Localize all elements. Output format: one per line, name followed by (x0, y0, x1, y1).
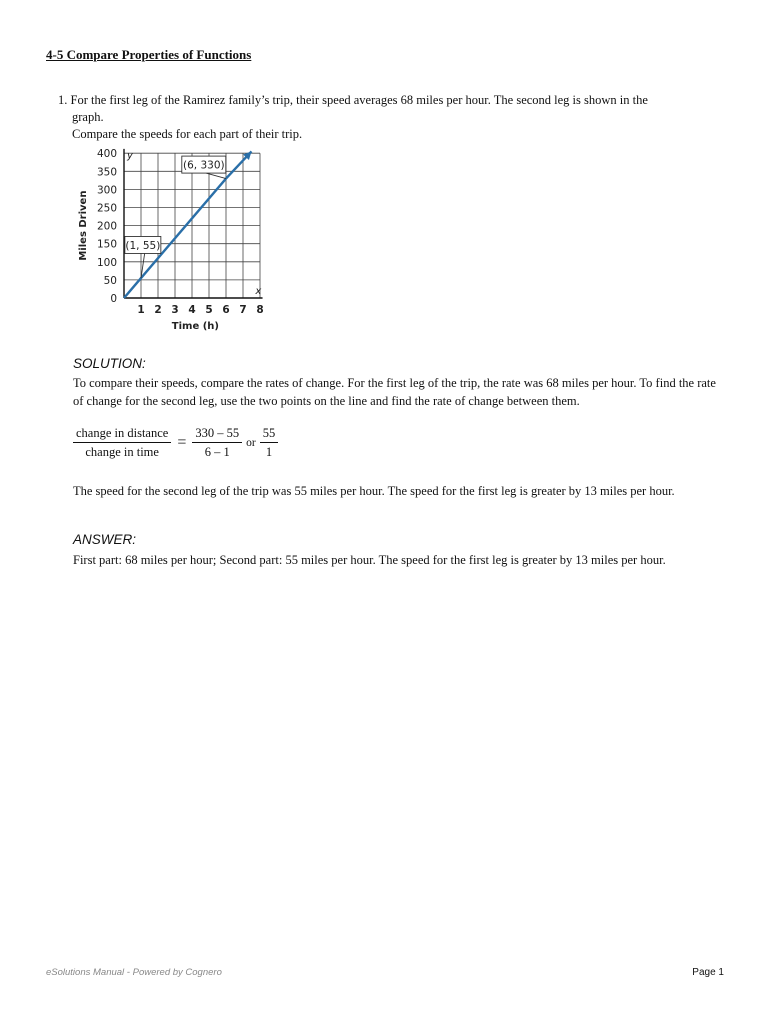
y-tick-label: 250 (96, 202, 117, 215)
x-tick-label: 6 (222, 304, 230, 316)
question-block (58, 92, 718, 143)
or-word: or (246, 437, 256, 449)
footer-credit: eSolutions Manual - Powered by Cognero (46, 967, 222, 978)
point-label: (1, 55) (125, 239, 161, 252)
equals-sign: = (177, 434, 187, 451)
point-label: (6, 330) (183, 159, 225, 172)
page-title: 4-5 Compare Properties of Functions (46, 47, 252, 62)
fraction-numerator: 330 – 55 (192, 426, 242, 443)
page-number: Page 1 (692, 967, 724, 978)
x-tick-label: 8 (256, 304, 264, 316)
answer-text: First part: 68 miles per hour; Second part: 55 miles per hour. The speed for the first leg is greater by 13 miles per hour. (73, 553, 666, 567)
x-tick-label: 7 (239, 304, 247, 316)
y-tick-label: 50 (103, 274, 117, 287)
y-tick-label: 100 (96, 256, 117, 269)
question-line-2: graph. (72, 110, 104, 124)
fraction-change-ratio (73, 426, 171, 460)
y-axis-title: Miles Driven (78, 190, 89, 261)
x-axis-letter: x (255, 286, 262, 297)
x-tick-label: 4 (188, 304, 196, 316)
y-tick-label: 150 (96, 238, 117, 251)
fraction-numerator: 55 (260, 426, 279, 443)
solution-paragraph-1: To compare their speeds, compare the rates of change. For the first leg of the trip, the rate was 68 miles per hour. To find the rate of change for the second leg, use the two points on the line and find the rate of change between them. (73, 376, 716, 408)
x-tick-label: 5 (205, 304, 213, 316)
y-tick-label: 300 (96, 184, 117, 197)
x-tick-label: 1 (137, 304, 145, 316)
y-tick-label: 200 (96, 220, 117, 233)
fraction-numerator: change in distance (73, 426, 171, 443)
x-tick-label: 3 (171, 304, 179, 316)
miles-vs-time-chart (72, 148, 272, 338)
x-tick-label: 2 (154, 304, 162, 316)
answer-label: ANSWER: (73, 532, 137, 547)
y-tick-label: 350 (96, 166, 117, 179)
solution-label: SOLUTION: (73, 356, 146, 371)
fraction-denominator: change in time (85, 445, 159, 459)
question-line-1: For the first leg of the Ramirez family’s trip, their speed averages 68 miles per hour. The second leg is shown in the (70, 93, 648, 107)
x-axis-title: Time (h) (171, 321, 220, 332)
question-line-3: Compare the speeds for each part of their trip. (72, 127, 303, 141)
y-axis-letter: y (126, 150, 133, 162)
rate-of-change-equation (73, 426, 278, 460)
fraction-denominator: 6 – 1 (204, 445, 230, 459)
y-tick-label: 400 (96, 148, 117, 161)
fraction-values (192, 426, 242, 460)
fraction-denominator: 1 (265, 445, 273, 459)
y-tick-label: 0 (110, 293, 117, 305)
fraction-result (260, 426, 279, 460)
question-number: 1. (58, 93, 68, 107)
solution-paragraph-2: The speed for the second leg of the trip was 55 miles per hour. The speed for the first leg is greater by 13 miles per hour. (73, 484, 675, 498)
